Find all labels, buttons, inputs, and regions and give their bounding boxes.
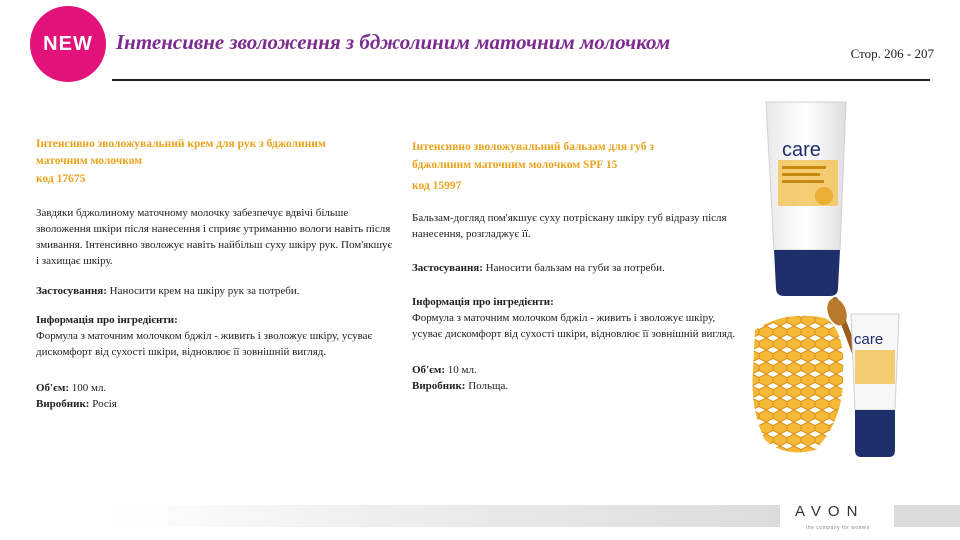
care-logo: care [854,331,884,348]
footer-bar-right [894,505,960,527]
hand-cream-ingredients [36,313,396,361]
maker-label: Виробник: [36,398,90,411]
lip-balm-description: Бальзам-догляд пом'якшує суху потріскану шкіру губ відразу після нанесення, розгладжує її. [412,212,727,241]
footer-bar [110,505,780,527]
hand-cream-title [36,136,396,188]
lip-balm-title-line1: Інтенсивно зволожувальний бальзам для губ з [412,141,655,153]
avon-tagline: the company for women [806,525,870,531]
hand-cream-description: Завдяки бджолиному маточному молочку забезпечує вдвічі більше зволоження шкіри після нанесення і сприяє утриманню вологи навіть після змивання. Інтенсивно зволожує навіть найбільш суху шкіру рук. Пом'якшує і захищає шкіру. [36,206,393,267]
lip-balm-title [412,138,737,195]
volume-row [412,363,737,379]
lip-balm-title-line2: бджолиним маточним молочком SPF 15 [412,159,618,172]
hand-cream-title-line1: Інтенсивно зволожувальний крем для рук з бджолиним [36,138,326,150]
hand-cream-info [36,136,396,413]
volume-label: Об'єм: [412,363,446,376]
lip-balm-tube-image [845,310,905,460]
lip-balm-info [412,138,737,395]
ingredients-label: Інформація про інгредієнти: [36,314,178,327]
volume-label: Об'єм: [36,382,70,395]
usage-text: Наносити бальзам на губи за потреби. [485,262,665,275]
lip-balm-ingredients [412,295,737,343]
usage-label: Застосування: [36,284,107,297]
ingredients-label: Інформація про інгредієнти: [412,295,554,308]
lip-balm-usage [412,261,737,277]
volume-row [36,381,396,397]
avon-logo: AVON [795,503,865,520]
header-divider [112,79,930,81]
maker-value: Росія [92,398,117,411]
usage-text: Наносити крем на шкіру рук за потреби. [109,284,300,297]
hand-cream-usage [36,284,396,300]
lip-balm-specs [412,363,737,395]
care-logo: care [782,139,821,161]
usage-label: Застосування: [412,262,483,275]
hand-cream-code: код 17675 [36,172,86,185]
volume-value: 100 мл. [71,382,107,395]
hand-cream-title-line2: маточним молочком [36,155,143,168]
maker-row [412,379,737,395]
hand-cream-specs [36,381,396,413]
hand-cream-tube-image [760,100,852,300]
maker-value: Польща. [468,379,509,392]
lip-balm-code: код 15997 [412,179,462,192]
volume-value: 10 мл. [447,363,477,376]
page-title: Інтенсивне зволоження з бджолиним маточним молочком [116,30,671,54]
ingredients-text: Формула з маточним молочком бджіл - живить і зволожує шкіру, усуває дискомфорт від сухості шкіри, відновлює її зовнішній вигляд. [36,330,373,359]
new-badge: NEW [30,6,106,82]
ingredients-text: Формула з маточним молочком бджіл - живить і зволожує шкіру, усуває дискомфорт від сухості шкіри, відновлює її зовнішній вигляд. [412,311,736,340]
page-numbers: Стор. 206 - 207 [850,46,934,61]
maker-label: Виробник: [412,379,466,392]
maker-row [36,397,396,413]
